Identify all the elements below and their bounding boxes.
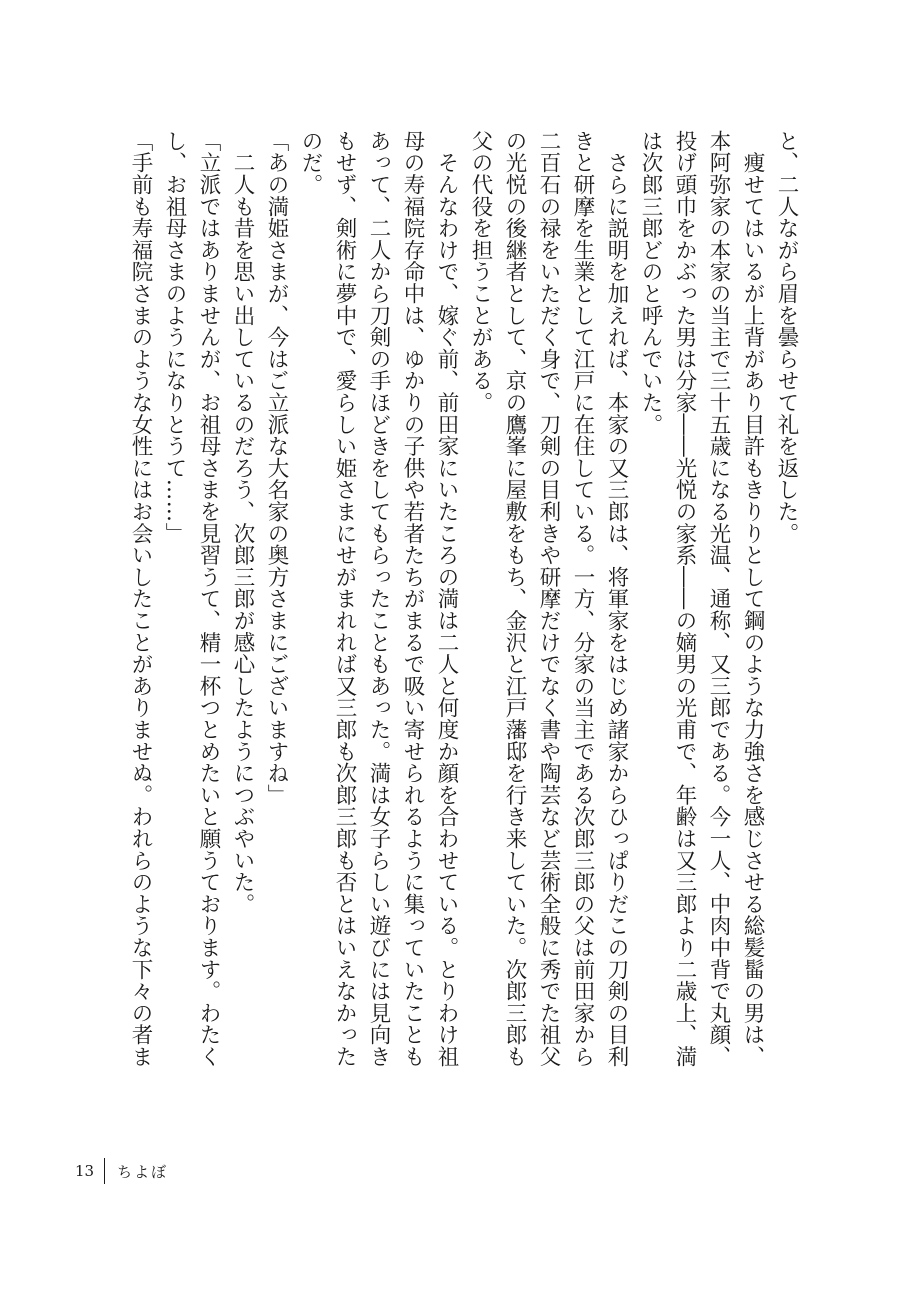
text-column: の光悦の後継者として、京の鷹峯に屋敷をもち、金沢と江戸藩邸を行き来していた。次郎三郎も [502, 130, 527, 1068]
text-column: きと研摩を生業として江戸に在住している。一方、分家の当主である次郎三郎の父は前田家から [570, 130, 595, 1068]
text-column: し、お祖母さまのようになりとうて……」 [162, 130, 187, 545]
text-column: そんなわけで、嫁ぐ前、前田家にいたころの満は二人と何度か顔を合わせている。とりわけ祖 [434, 130, 459, 1068]
text-column: は次郎三郎どのと呼んでいた。 [638, 130, 663, 436]
text-column: 「立派ではありませんが、お祖母さまを見習うて、精一杯つとめたいと願うております。わたく [196, 130, 221, 1068]
text-column: と、二人ながら眉を曇らせて礼を返した。 [774, 130, 799, 545]
page-footer [75, 1158, 168, 1184]
text-column: のだ。 [298, 130, 323, 196]
vertical-text-block [100, 130, 800, 1130]
running-title: ちよぼ [117, 1162, 169, 1181]
text-column: もせず、剣術に夢中で、愛らしい姫さまにせがまれれば又三郎も次郎三郎も否とはいえなかった [332, 130, 357, 1068]
text-column: さらに説明を加えれば、本家の又三郎は、将軍家をはじめ諸家からひっぱりだこの刀剣の目利 [604, 130, 629, 1068]
text-column: あって、二人から刀剣の手ほどきをしてもらったこともあった。満は女子らしい遊びには見向き [366, 130, 391, 1068]
text-column: 「手前も寿福院さまのような女性にはお会いしたことがありませぬ。われらのような下々の者ま [128, 130, 153, 1068]
text-column: 投げ頭巾をかぶった男は分家――光悦の家系――の嫡男の光甫で、年齢は又三郎より二歳上、満 [672, 130, 697, 1068]
text-column: 本阿弥家の本家の当主で三十五歳になる光温、通称、又三郎である。今一人、中肉中背で丸顔、 [706, 130, 731, 1068]
text-column: 父の代役を担うことがある。 [468, 130, 493, 414]
text-column: 母の寿福院存命中は、ゆかりの子供や若者たちがまるで吸い寄せられるように集っていたことも [400, 130, 425, 1068]
text-column: 「あの満姫さまが、今はご立派な大名家の奥方さまにございますね」 [264, 130, 289, 806]
text-column: 二百石の禄をいただく身で、刀剣の目利きや研摩だけでなく書や陶芸など芸術全般に秀でた祖父 [536, 130, 561, 1068]
footer-divider [104, 1158, 105, 1184]
text-column: 痩せてはいるが上背があり目許もきりりとして鋼のような力強さを感じさせる総髪髷の男は、 [740, 130, 765, 1068]
text-column: 二人も昔を思い出しているのだろう、次郎三郎が感心したようにつぶやいた。 [230, 130, 255, 915]
page-number: 13 [75, 1162, 95, 1180]
